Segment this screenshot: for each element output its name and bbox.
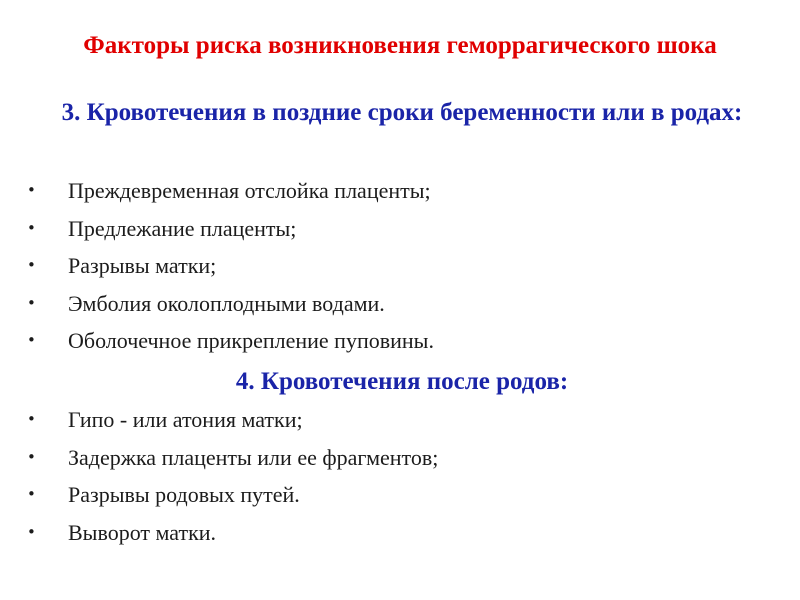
list-item [0,172,800,210]
bullet-icon: • [27,447,36,466]
slide-title: Факторы риска возникновения геморрагического шока [83,32,717,59]
list-item [0,476,800,514]
list-item-text: Разрывы родовых путей. [68,482,300,507]
list-item [0,514,800,552]
list-item-text: Выворот матки. [68,519,217,545]
list-item-text: Предлежание плаценты; [68,215,297,241]
list-item-text: Разрывы матки; [68,253,217,278]
list-item-text: Задержка плаценты или ее фрагментов; [68,444,439,470]
bullet-icon: • [27,181,36,199]
list-item [0,247,800,285]
bullet-icon: • [27,256,36,274]
list-item-text: Оболочечное прикрепление пуповины. [68,328,434,353]
section-heading-postpartum: 4. Кровотечения после родов: [235,368,569,395]
late-pregnancy-bleeding-list [0,172,800,360]
bullet-icon: • [27,331,36,349]
list-item [0,322,800,360]
bullet-icon: • [27,218,36,237]
list-item [0,439,800,477]
bullet-icon: • [27,485,36,503]
list-item-text: Преждевременная отслойка плаценты; [68,178,431,203]
list-item [0,401,800,439]
list-item [0,210,800,248]
list-item-text: Гипо - или атония матки; [68,407,303,432]
postpartum-bleeding-list [0,401,800,551]
bullet-icon: • [27,410,36,428]
list-item [0,285,800,323]
bullet-icon: • [27,522,36,541]
list-item-text: Эмболия околоплодными водами. [68,290,385,316]
bullet-icon: • [27,293,36,312]
section-heading-late-pregnancy: 3. Кровотечения в поздние сроки беременности или в родах: [61,99,743,126]
